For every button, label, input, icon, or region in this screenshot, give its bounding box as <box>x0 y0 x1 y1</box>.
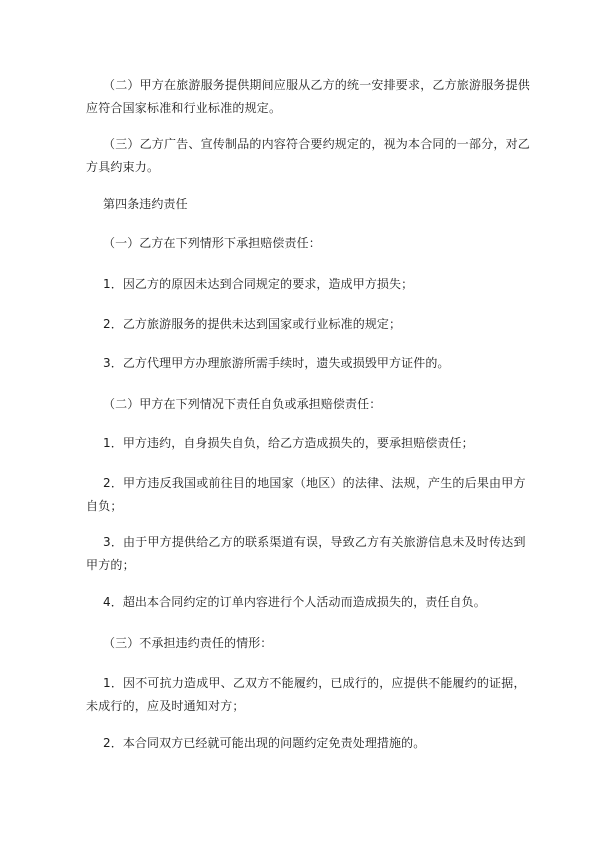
list-item <box>86 472 526 518</box>
section-heading: 第四条违约责任 <box>103 197 188 211</box>
list-item: 1．甲方违约，自身损失自负，给乙方造成损失的，要承担赔偿责任； <box>103 436 474 450</box>
paragraph-line: 3．由于甲方提供给乙方的联系渠道有误，导致乙方有关旅游信息未及时传达到 <box>103 535 526 549</box>
paragraph-line: 未成行的，应及时通知对方； <box>86 699 245 713</box>
subsection-heading-2: （二）甲方在下列情况下责任自负或承担赔偿责任： <box>103 397 382 411</box>
list-item: 1．因乙方的原因未达到合同规定的要求，造成甲方损失； <box>103 277 414 291</box>
list-item: 4．超出本合同约定的订单内容进行个人活动而造成损失的，责任自负。 <box>103 595 486 609</box>
paragraph-line: （二）甲方在旅游服务提供期间应服从乙方的统一安排要求，乙方旅游服务提供 <box>103 78 531 92</box>
clause-paragraph-2 <box>86 133 531 179</box>
subsection-heading-3: （三）不承担违约责任的情形： <box>103 636 273 650</box>
list-item <box>86 531 526 577</box>
paragraph-line: （三）乙方广告、宣传制品的内容符合要约规定的，视为本合同的一部分，对乙 <box>103 137 531 151</box>
paragraph-line: 2．甲方违反我国或前往目的地国家（地区）的法律、法规，产生的后果由甲方 <box>103 476 526 490</box>
list-item <box>86 672 526 718</box>
subsection-heading-1: （一）乙方在下列情形下承担赔偿责任： <box>103 236 321 250</box>
paragraph-line: 应符合国家标准和行业标准的规定。 <box>86 101 282 115</box>
paragraph-line: 甲方的； <box>86 558 135 572</box>
list-item: 3．乙方代理甲方办理旅游所需手续时，遗失或损毁甲方证件的。 <box>103 356 450 370</box>
paragraph-line: 方具约束力。 <box>86 160 160 174</box>
list-item: 2．本合同双方已经就可能出现的问题约定免责处理措施的。 <box>103 736 426 750</box>
paragraph-line: 自负； <box>86 499 123 513</box>
list-item: 2．乙方旅游服务的提供未达到国家或行业标准的规定； <box>103 317 402 331</box>
clause-paragraph-1 <box>86 74 531 120</box>
paragraph-line: 1．因不可抗力造成甲、乙双方不能履约，已成行的，应提供不能履约的证据， <box>103 676 526 690</box>
